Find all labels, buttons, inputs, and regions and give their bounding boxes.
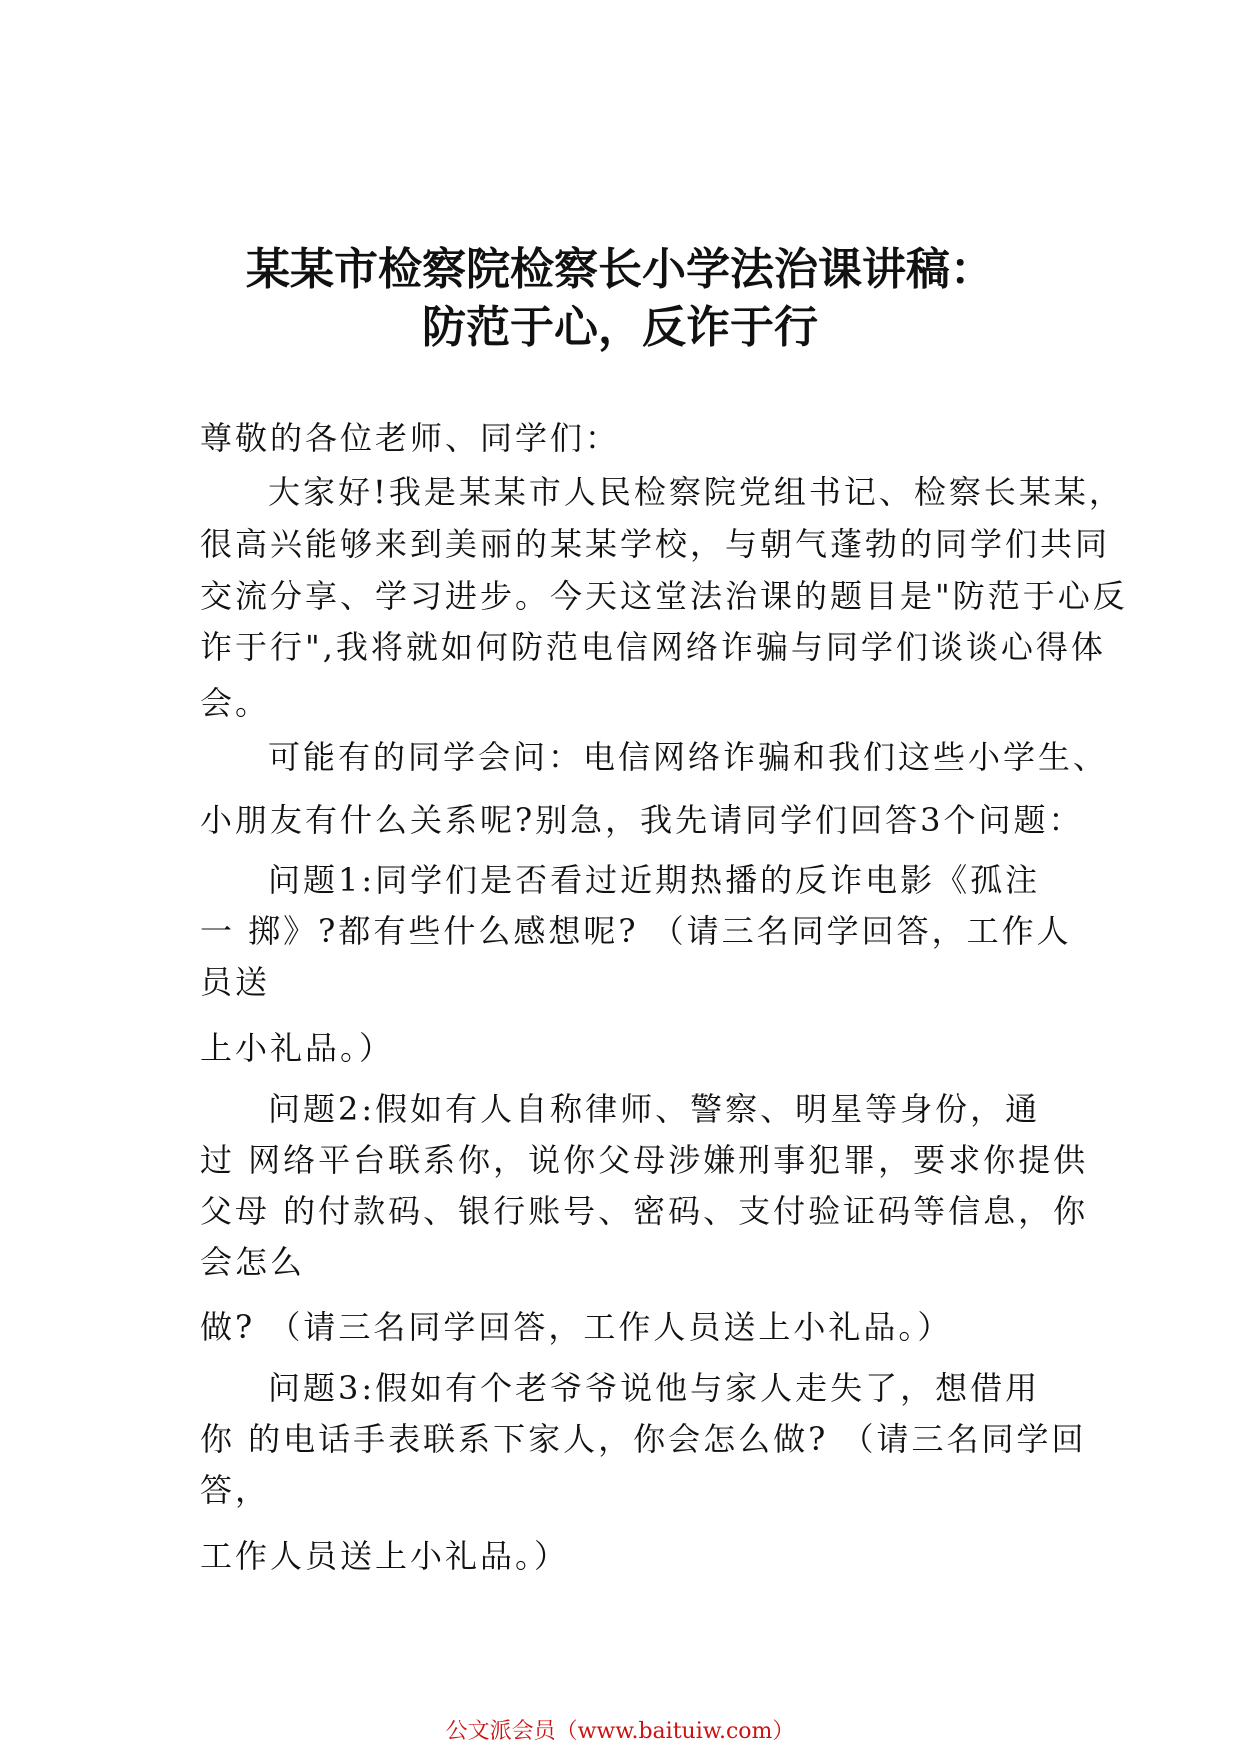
question-line: 你 的电话手表联系下家人，你会怎么做? （请三名同学回: [200, 1420, 1087, 1458]
paragraph-line: 小朋友有什么关系呢?别急，我先请同学们回答3个问题：: [200, 801, 1084, 839]
question-line: 工作人员送上小礼品。）: [200, 1537, 570, 1575]
question-line: 父母 的付款码、银行账号、密码、支付验证码等信息，你: [200, 1192, 1089, 1230]
document-title-line-2: 防范于心，反诈于行: [422, 302, 818, 353]
question-line: 上小礼品。）: [200, 1029, 395, 1067]
paragraph-line: 可能有的同学会问：电信网络诈骗和我们这些小学生、: [268, 738, 1109, 776]
salutation: 尊敬的各位老师、同学们：: [200, 419, 621, 457]
paragraph-line: 交流分享、学习进步。今天这堂法治课的题目是"防范于心反: [200, 577, 1128, 615]
question-line: 会怎么: [200, 1243, 306, 1281]
question-line: 问题2:假如有人自称律师、警察、明星等身份，通: [268, 1090, 1041, 1128]
footer-watermark-text: 公文派会员（www.baituiw.com）: [445, 1719, 795, 1744]
document-title-line-1: 某某市检察院检察长小学法治课讲稿：: [246, 244, 994, 295]
question-line: 答，: [200, 1471, 271, 1509]
question-line: 做? （请三名同学回答，工作人员送上小礼品。）: [200, 1308, 953, 1346]
paragraph-line: 大家好!我是某某市人民检察院党组书记、检察长某某，: [268, 473, 1124, 511]
paragraph-line: 诈于行",我将就如何防范电信网络诈骗与同学们谈谈心得体: [200, 628, 1106, 666]
paragraph-line: 很高兴能够来到美丽的某某学校，与朝气蓬勃的同学们共同: [200, 525, 1111, 563]
question-line: 过 网络平台联系你，说你父母涉嫌刑事犯罪，要求你提供: [200, 1141, 1089, 1179]
question-line: 一 掷》?都有些什么感想呢? （请三名同学回答，工作人: [200, 912, 1072, 950]
question-line: 问题3:假如有个老爷爷说他与家人走失了，想借用: [268, 1369, 1041, 1407]
question-line: 问题1:同学们是否看过近期热播的反诈电影《孤注: [268, 861, 1041, 899]
question-line: 员送: [200, 963, 271, 1001]
paragraph-line: 会。: [200, 684, 271, 722]
